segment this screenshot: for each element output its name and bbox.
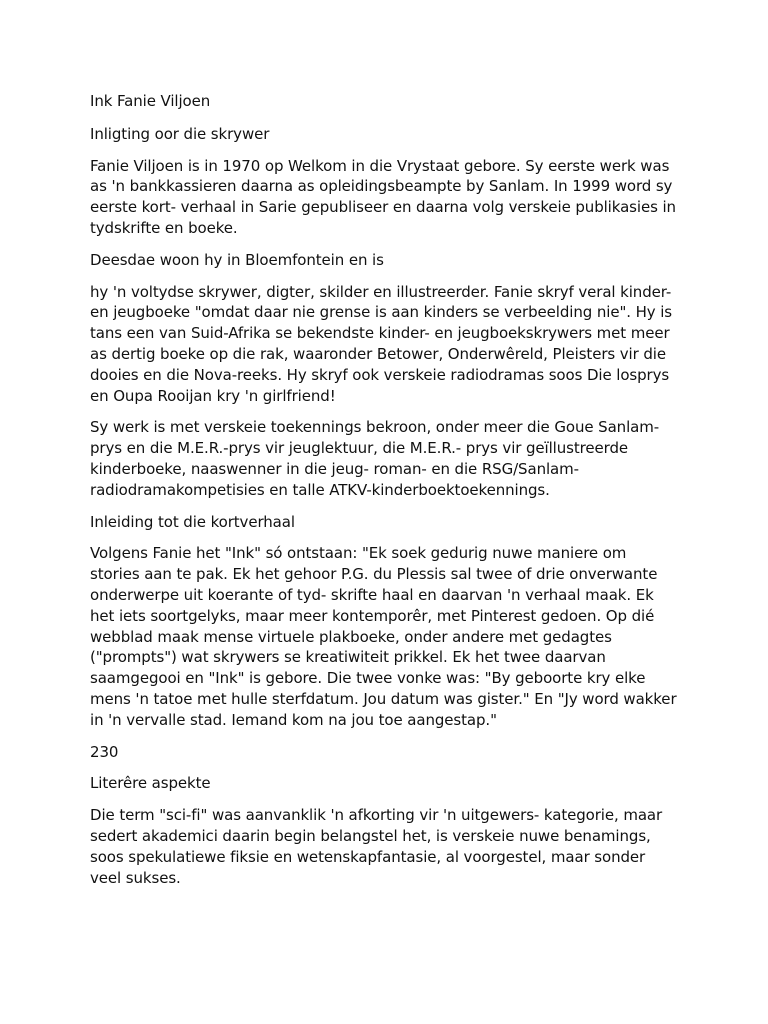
section-heading-literary-aspects: Literêre aspekte: [90, 774, 211, 793]
section-heading-author-info: Inligting oor die skrywer: [90, 124, 270, 143]
paragraph-residence: Deesdae woon hy in Bloemfontein en is: [90, 250, 384, 269]
paragraph-career: hy 'n voltydse skrywer, digter, skilder en illustreerder. Fanie skryf veral kinder- en jeugboeke "omdat daar nie grense is aan kinders se verbeelding nie". Hy is tans een van Suid-Afrika se bekendste kinder- en jeugboekskrywers met meer as dertig boeke op die rak, waaronder Betower, Onderwêreld, Pleisters vir die dooies en die Nova-reeks. Hy skryf ook verskeie radiodramas soos Die losprys en Oupa Rooijan kry 'n girlfriend!: [90, 282, 673, 405]
paragraph-awards: Sy werk is met verskeie toekennings bekroon, onder meer die Goue Sanlam-prys en die M.E.R.-prys vir jeuglektuur, die M.E.R.- prys vir geïllustreerde kinderboeke, naaswenner in die jeug- roman- en die RSG/Sanlam-radiodramakompetisies en talle ATKV-kinderboektoekennings.: [90, 418, 660, 499]
section-heading-introduction: Inleiding tot die kortverhaal: [90, 512, 295, 531]
paragraph-origin-story: Volgens Fanie het "Ink" só ontstaan: "Ek soek gedurig nuwe maniere om stories aan te pak. Ek het gehoor P.G. du Plessis sal twee of drie onverwante onderwerpe uit koerante of tyd- skrifte haal en daarvan 'n verhaal maak. Ek het iets soortgelyks, maar meer kontemporêr, met Pinterest gedoen. Op dié webblad maak mense virtuele plakboeke, onder andere met gedagtes ("prompts") wat skrywers se kreatiwiteit prikkel. Ek het twee daarvan saamgegooi en "Ink" is gebore. Die twee vonke was: "By geboorte kry elke mens 'n tatoe met hulle sterfdatum. Jou datum was gister." En "Jy word wakker in 'n vervalle stad. Iemand kom na jou toe aangestap.": [90, 544, 677, 729]
paragraph-sci-fi-term: Die term "sci-fi" was aanvanklik 'n afkorting vir 'n uitgewers- kategorie, maar sedert akademici daarin begin belangstel het, is verskeie nuwe benamings, soos spekulatiewe fiksie en wetenskapfantasie, al voorgestel, maar sonder veel sukses.: [90, 806, 663, 887]
paragraph-biography: Fanie Viljoen is in 1970 op Welkom in die Vrystaat gebore. Sy eerste werk was as 'n bankkassieren daarna as opleidingsbeampte by Sanlam. In 1999 word sy eerste kort- verhaal in Sarie gepubliseer en daarna volg verskeie publikasies in tydskrifte en boeke.: [90, 156, 676, 237]
document-title: Ink Fanie Viljoen: [90, 92, 211, 110]
page-number: 230: [90, 742, 119, 761]
